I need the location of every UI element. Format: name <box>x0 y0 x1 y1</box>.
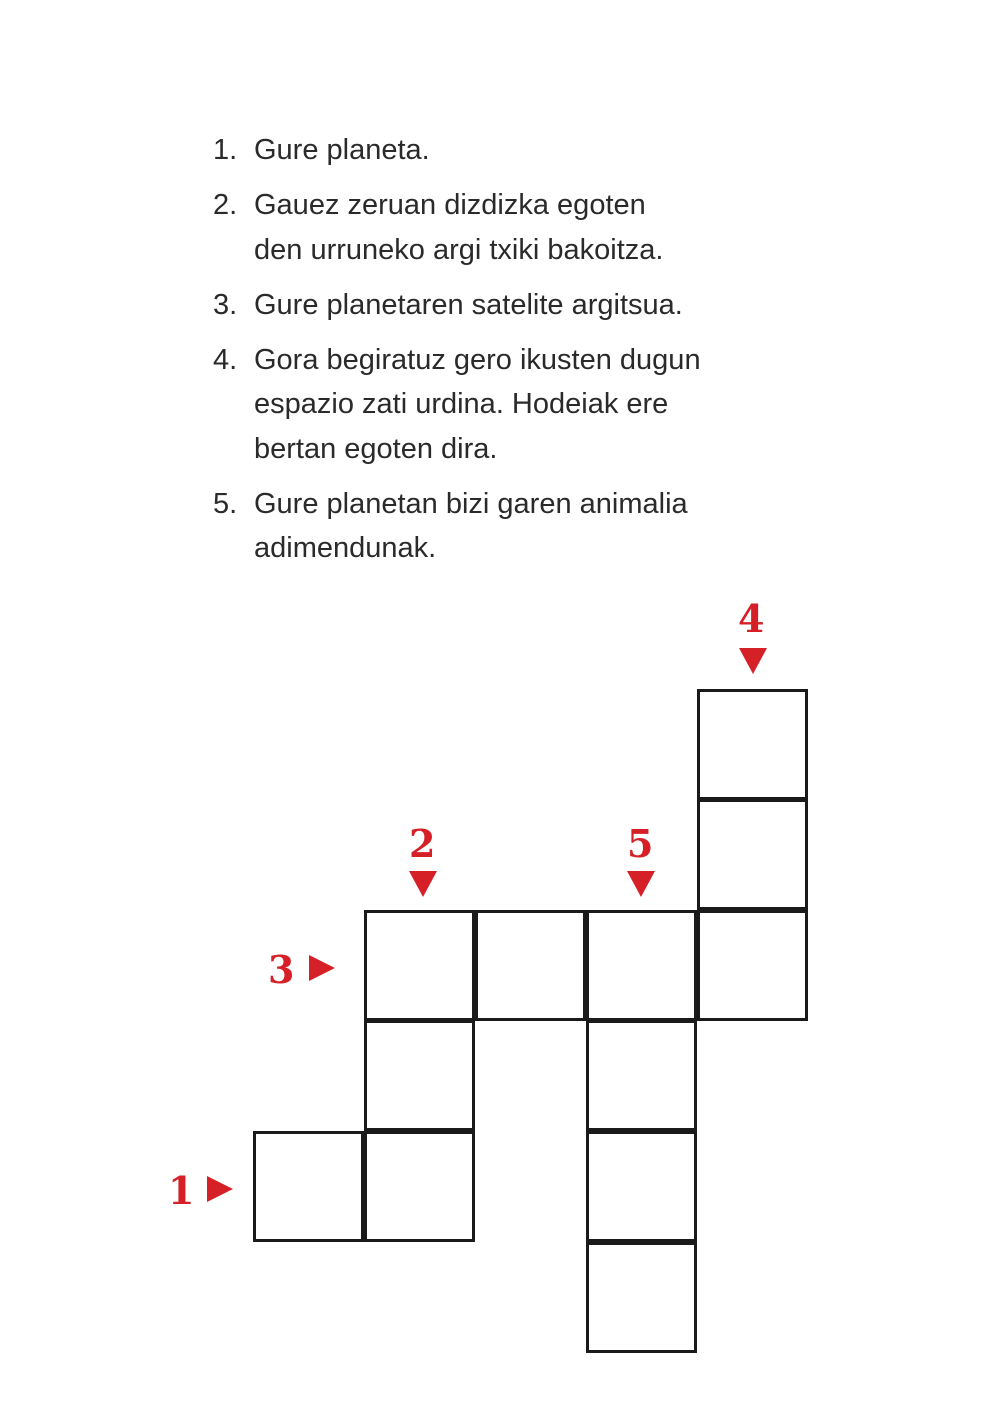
word-1-number: 1 <box>168 1168 195 1213</box>
clue-text: espazio zati urdina. Hodeiak ere <box>254 388 669 420</box>
word-3-number: 3 <box>268 947 295 992</box>
crossword-cell[interactable] <box>586 1020 697 1131</box>
crossword-cell[interactable] <box>364 1131 475 1242</box>
down-arrow-icon <box>739 648 767 674</box>
clue-number: 1. <box>213 134 238 166</box>
clue-number: 4. <box>213 343 238 376</box>
clue-text: adimendunak. <box>254 532 437 564</box>
crossword-cell[interactable] <box>586 1131 697 1242</box>
clue-number: 5. <box>213 487 238 520</box>
crossword-cell[interactable] <box>586 1242 697 1353</box>
clue-text: Gure planetaren satelite argitsua. <box>254 288 683 321</box>
crossword-cell[interactable] <box>253 1131 364 1242</box>
clue-text: Gauez zeruan dizdizka egoten <box>254 189 646 221</box>
clue-number: 2. <box>213 189 238 221</box>
right-arrow-icon <box>309 955 335 981</box>
crossword-cell[interactable] <box>697 910 808 1021</box>
clue-text: den urruneko argi txiki bakoitza. <box>254 233 664 266</box>
clue-text: Gora begiratuz gero ikusten dugun <box>254 343 701 376</box>
right-arrow-icon <box>207 1176 233 1202</box>
crossword-cell[interactable] <box>697 689 808 800</box>
clue-number: 3. <box>213 288 238 321</box>
word-4-number: 4 <box>738 596 765 641</box>
crossword-cell[interactable] <box>697 799 808 910</box>
crossword-cell[interactable] <box>364 910 475 1021</box>
crossword-cell[interactable] <box>475 910 586 1021</box>
clue-text: bertan egoten dira. <box>254 432 498 465</box>
down-arrow-icon <box>627 871 655 897</box>
crossword-cell[interactable] <box>586 910 697 1021</box>
word-2-number: 2 <box>409 821 436 866</box>
down-arrow-icon <box>409 871 437 897</box>
clue-text: Gure planeta. <box>254 134 430 166</box>
clue-text: Gure planetan bizi garen animalia <box>254 487 688 520</box>
word-5-number: 5 <box>627 821 654 866</box>
crossword-cell[interactable] <box>364 1020 475 1131</box>
